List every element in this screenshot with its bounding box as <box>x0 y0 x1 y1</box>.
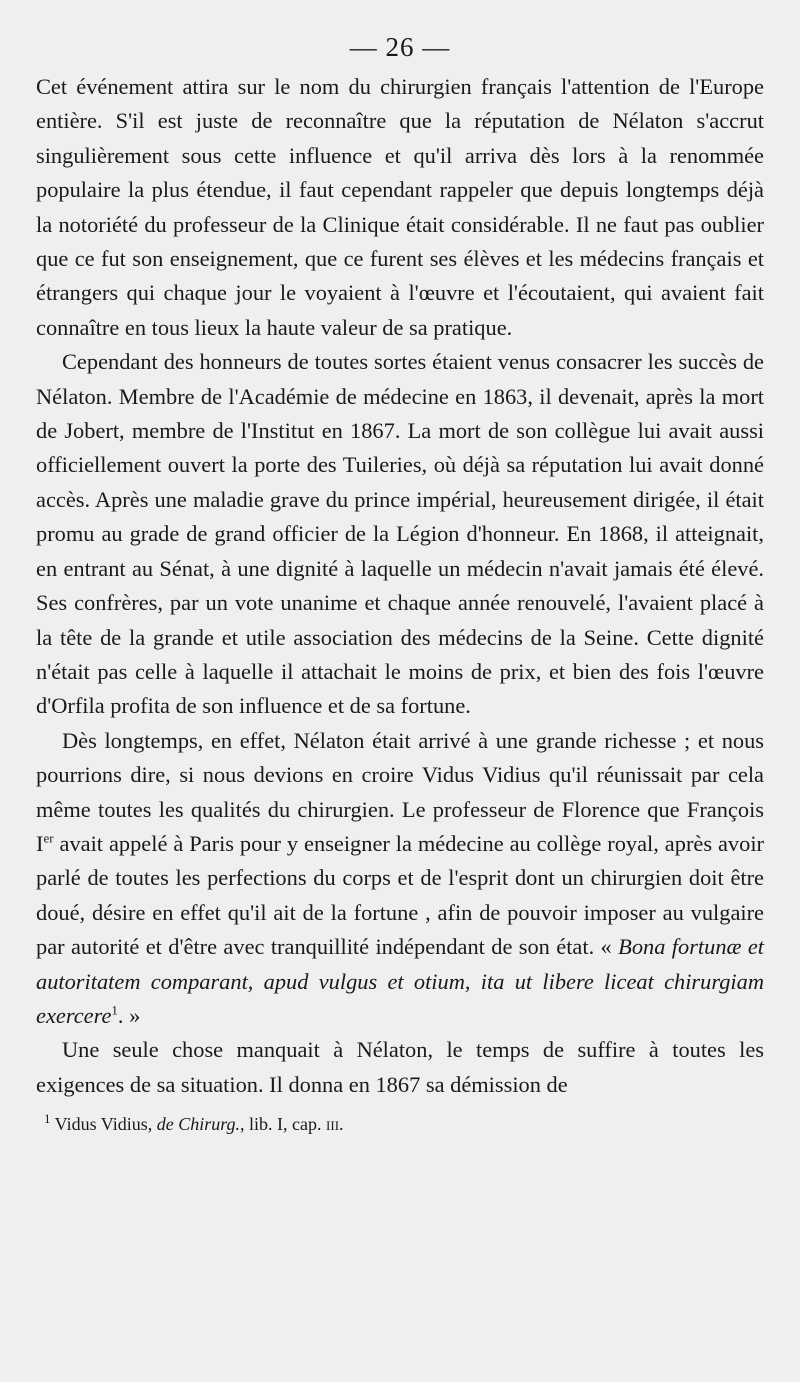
page-number: — 26 — <box>349 32 451 62</box>
paragraph-2: Cependant des honneurs de toutes sortes étaient venus consacrer les succès de Nélaton. Membre de l'Académie de médecine en 1863, il devenait, après la mort de Jobert, membre de l'Institut en 1867. La mort de son collègue lui avait aussi officiellement ouvert la porte des Tuileries, où déjà sa réputation lui avait donné accès. Après une maladie grave du prince impérial, heureusement dirigée, il était promu au grade de grand officier de la Légion d'honneur. En 1868, il atteignait, en entrant au Sénat, à une dignité à laquelle un médecin n'avait jamais été élevé. Ses confrères, par un vote unanime et chaque année renouvelé, l'avaient placé à la tête de la grande et utile association des médecins de la Seine. Cette dignité n'était pas celle à laquelle il attachait le moins de prix, et bien des fois l'œuvre d'Orfila profita de son influence et de sa fortune. <box>36 349 764 719</box>
paragraph-4: Une seule chose manquait à Nélaton, le temps de suffire à toutes les exigences de sa situation. Il donna en 1867 sa démission de <box>36 1037 764 1097</box>
footnote-reference: 1 <box>111 1002 118 1018</box>
footnote-end: . <box>339 1114 344 1135</box>
footnote-marker: 1 <box>44 1111 51 1127</box>
latin-quotation: Bona fortunæ et autoritatem comparant, apud vulgus et otium, ita ut libere liceat chirurgiam exercere <box>36 934 764 1028</box>
footnote <box>36 1112 764 1136</box>
footnote-work: de Chirurg. <box>156 1114 241 1135</box>
paragraph-3-start: Dès longtemps, en effet, Nélaton était arrivé à une grande richesse ; et nous pourrions dire, si nous devions en croire Vidus Vidius qu'il réunissait par cela même toutes les qualités du chirurgien. Le professeur de Florence que François I <box>36 727 764 856</box>
footnote-chapter: iii <box>326 1114 340 1135</box>
footnote-rest: , lib. I, cap. <box>240 1114 327 1135</box>
superscript-er: er <box>43 830 54 846</box>
paragraph-3 <box>36 724 764 1034</box>
paragraph-1: Cet événement attira sur le nom du chirurgien français l'attention de l'Europe entière. S'il est juste de reconnaître que la réputation de Nélaton s'accrut singulièrement sous cette influence et qu'il arriva dès lors à la renommée populaire la plus étendue, il faut cependant rappeler que depuis longtemps déjà la notoriété du professeur de la Clinique était considérable. Il ne faut pas oublier que ce fut son enseignement, que ce furent ses élèves et les médecins français et étrangers qui chaque jour le voyaient à l'œuvre et l'écoutaient, qui avaient fait connaître en tous lieux la haute valeur de sa pratique. <box>36 74 764 340</box>
footnote-author: Vidus Vidius, <box>50 1114 157 1135</box>
paragraph-3-middle: avait appelé à Paris pour y enseigner la médecine au collège royal, après avoir parlé de toutes les perfections du corps et de l'esprit dont un chirurgien doit être doué, désire en effet qu'il ait de la fortune , afin de pouvoir imposer au vulgaire par autorité et d'être avec tranquillité indépendant de son état. « <box>36 830 764 960</box>
paragraph-3-end: . » <box>117 1002 141 1028</box>
